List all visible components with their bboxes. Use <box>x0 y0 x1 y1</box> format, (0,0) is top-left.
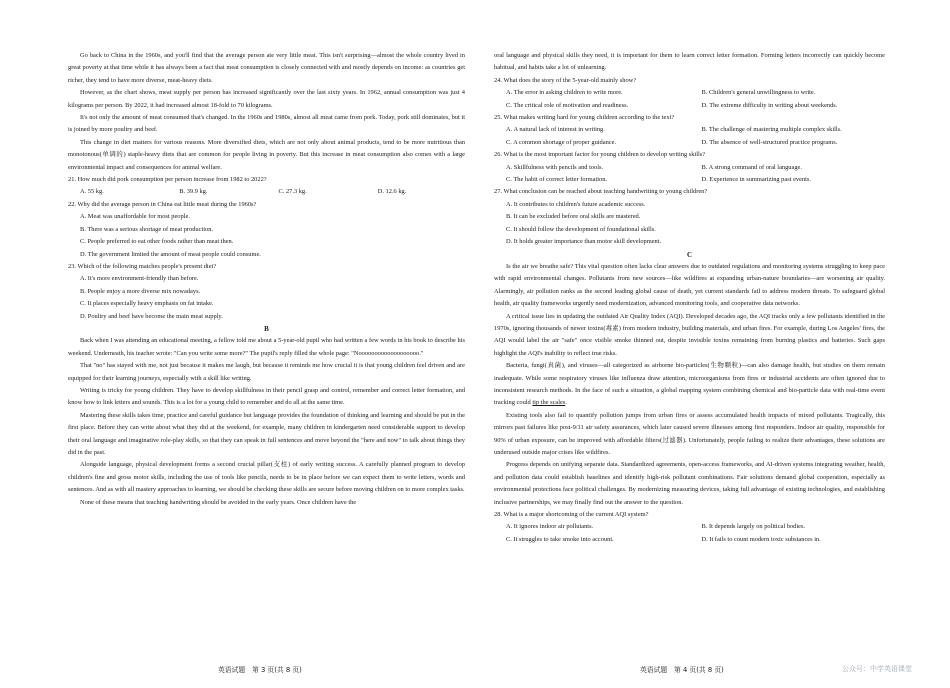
watermark-text: 公众号：中学英语课堂 <box>842 665 912 673</box>
option-d: D. Experience in summarizing past events. <box>701 176 811 184</box>
option-a: A. It contributes to children's future academic success. <box>506 200 646 208</box>
option-c: C. The habit of correct letter formation. <box>506 176 608 184</box>
left-column <box>68 50 465 509</box>
question-stem: 21. How much did pork consumption per person increase from 1982 to 2022? <box>68 176 267 184</box>
question-stem: 22. Why did the average person in China eat little meat during the 1960s? <box>68 200 257 208</box>
option-b: B. The challenge of mastering multiple complex skills. <box>701 126 842 134</box>
underlined-phrase: tip the scales <box>532 399 566 407</box>
section-b-heading: B <box>264 324 269 333</box>
option-d: D. It fails to count modern toxic substances in. <box>701 535 821 543</box>
passage-b-continuation: oral language and physical skills they need, it is important for them to learn correct letter formation. Forming letters incorrectly can quickly become habitual, and habits take a lot of unlearning. <box>494 52 885 72</box>
option-a: A. A natural lack of interest in writing. <box>506 126 605 134</box>
option-a: A. It's more environment-friendly than before. <box>80 275 199 283</box>
para-text: Bacteria, fungi(真菌), and viruses—all categorized as airborne bio-particles(生物颗粒)—can also damage health, but studies on them remain inadequate. While some respiratory viruses like influenza draw attention, microorganisms from fires or industrial accidents are often ignored due to inconsistent research methods. In the face of such a situation, a global mapping system combining chemical and bio-particle data with real-time event tracking could <box>494 362 885 407</box>
option-c: C. It should follow the development of foundational skills. <box>506 225 656 233</box>
para-end: . <box>565 399 567 407</box>
passage-c-para-3 <box>494 360 885 410</box>
option-a: A. Skillfulness with pencils and tools. <box>506 163 604 171</box>
question-stem: 24. What does the story of the 5-year-old mainly show? <box>494 76 637 84</box>
passage-c-para-5: Progress depends on unifying separate data. Standardized agreements, open-access frameworks, and AI-driven systems integrating weather, health, and pollution data could establish baselines and identify high-risk pollutant combinations. Fair solutions demand global cooperation, especially as environmental protections face political challenges. By modernizing measuring devices, taking full advantage of existing technologies, and establishing inclusive partnerships, we may finally find out the answer to the question. <box>494 461 885 506</box>
option-a: A. 55 kg. <box>80 188 104 196</box>
question-28 <box>494 509 885 546</box>
page-footer-left: 英语试题 第 3 页(共 8 页) <box>218 666 302 674</box>
question-stem: 26. What is the most important factor for young children to develop writing skills? <box>494 151 706 159</box>
question-stem: 27. What conclusion can be reached about teaching handwriting to young children? <box>494 188 708 196</box>
option-d: D. The absence of well-structured practice programs. <box>701 138 838 146</box>
passage-b-para-6: None of these means that teaching handwriting should be avoided in the early years. Once children have the <box>80 498 357 506</box>
option-b: B. People enjoy a more diverse mix nowadays. <box>80 287 201 295</box>
passage-b-para-1: Back when I was attending an educational meeting, a fellow told me about a 5-year-old pupil who had written a few words in his book to describe his weekend. Underneath, his teacher wrote: "Can you write some more?" The pupil's reply filled the whole page: "Nooooooooooooooooooo." <box>68 337 465 357</box>
passage-b-para-4: Mastering these skills takes time, practice and careful guidance but language provides the foundation of thinking and learning and should be put in the first place. Before they can write about what they did at the weekend, for example, many children in kindergarten need considerable support to develop their oral language and imaginative role-play skills, so that they can speak in full sentences and move beyond the "here and now" to talk about things they did in the past. <box>68 411 465 456</box>
passage-c-para-2: A critical issue lies in updating the outdated Air Quality Index (AQI). Developed decades ago, the AQI tracks only a few pollutants identified in the 1970s, ignoring thousands of newer toxins(毒素) from modern industry, building materials, and urban fires. For example, during Los Angeles' fires, the AQI would label the air "safe" once visible smoke thinned out, despite invisible toxins remaining from burning plastics and batteries. Such gaps highlight the AQI's inability to reflect true risks. <box>494 312 885 357</box>
question-24 <box>494 75 885 112</box>
passage-a-para-3: It's not only the amount of meat consumed that's changed. In the 1960s and 1980s, almost all meat came from pork. Today, pork still dominates, but it is joined by more poultry and beef. <box>68 114 465 134</box>
passage-a-para-4: This change in diet matters for various reasons. More diversified diets, which are not only about animal products, tend to be more nutritious than monotonous(单调的) staple-heavy diets that are common for people living in poverty. But this increase in meat consumption also comes with a large environmental impact and consequences for animal welfare. <box>68 138 465 171</box>
option-c: C. It struggles to take smoke into account. <box>506 535 614 543</box>
option-c: C. A common shortage of proper guidance. <box>506 138 617 146</box>
option-c: C. 27.3 kg. <box>278 188 307 196</box>
question-25 <box>494 112 885 149</box>
passage-c-para-4: Existing tools also fail to quantify pollution jumps from urban fires or assess accumulated health impacts of mixed pollutants. Tragically, this mirrors past failures like post-9/11 air safety assurances, which later caused severe illnesses among first responders. Indoor air quality, responsible for 90% of urban exposure, can be improved with affordable filters(过滤器). Unfortunately, people failing to realize their advantages, these solutions are underused outside major crises like wildfires. <box>494 411 885 456</box>
passage-a-para-1: Go back to China in the 1960s, and you'll find that the average person ate very little meat. This isn't surprising—almost the whole country lived in great poverty at that time while it has always been a fact that meat consumption is closely connected with and mostly depends on income: as countries get richer, they tend to have more diverse, meat-heavy diets. <box>68 52 465 84</box>
question-23 <box>68 261 465 323</box>
passage-b-para-3: Writing is tricky for young children. They have to develop skillfulness in their pencil grasp and control, remember and correct letter formation, and know how to link letters and sounds. This is a lot for a young child to remember and do all at the same time. <box>68 386 465 407</box>
option-a: A. It ignores indoor air pollutants. <box>506 523 594 531</box>
question-stem: 25. What makes writing hard for young children according to the text? <box>494 114 675 122</box>
question-27 <box>494 186 885 248</box>
question-26 <box>494 149 885 186</box>
right-column <box>494 50 885 546</box>
question-22 <box>68 199 465 261</box>
option-d: D. Poultry and beef have become the main meat supply. <box>80 312 223 320</box>
option-a: A. The error in asking children to write more. <box>506 89 623 97</box>
passage-b-para-2: That "no" has stayed with me, not just because it makes me laugh, but because it reminds me how crucial it is that young children feel driven and are equipped for their learning journeys, especially with a skill like writing. <box>68 362 465 382</box>
option-b: B. 39.9 kg. <box>179 188 208 196</box>
option-d: D. The government limited the amount of meat people could consume. <box>80 250 261 258</box>
section-c-heading: C <box>686 250 693 259</box>
passage-b-para-5: Alongside language, physical development forms a second crucial pillar(支柱) of early writing success. A carefully planned program to develop children's fine and gross motor skills, including the use of tools like pencils, needs to be in place before we can expect them to write letters, words and sentences. And as with all mastery approaches to learning, we should be checking these skills are secure before moving children on to more complex tasks. <box>68 461 465 494</box>
option-b: B. Children's general unwillingness to write. <box>701 89 816 97</box>
question-stem: 23. Which of the following matches people's present diet? <box>68 262 217 270</box>
question-stem: 28. What is a major shortcoming of the current AQI system? <box>494 511 649 519</box>
option-b: B. It can be excluded before oral skills are mastered. <box>506 213 641 221</box>
passage-a-para-2: However, as the chart shows, meat supply per person has increased significantly over the last sixty years. In 1962, annual consumption was just 4 kilograms per person. By 2022, it had increased almost 18-fold to 70 kilograms. <box>68 89 465 109</box>
passage-c-para-1: Is the air we breathe safe? This vital question often lacks clear answers due to outdated regulations and monitoring systems struggling to keep pace with rapid environmental changes. Pollutants from new sources—like wildfires at expanding urban-nature boundaries—are worsening air quality. Alarmingly, air pollution ranks as the second leading global cause of death, yet current standards fail to address modern threats. To safeguard global health, air quality frameworks urgently need modernization, advanced monitoring tools, and cooperative data networks. <box>494 262 885 308</box>
option-d: D. It holds greater importance than motor skill development. <box>506 238 662 246</box>
option-b: B. It depends largely on political bodies. <box>701 523 806 531</box>
option-d: D. The extreme difficulty in writing about weekends. <box>701 101 838 109</box>
option-c: C. The critical role of motivation and readiness. <box>506 101 629 109</box>
option-b: B. There was a serious shortage of meat production. <box>80 225 213 233</box>
option-a: A. Meat was unaffordable for most people. <box>80 213 190 221</box>
option-c: C. It places especially heavy emphasis on fat intake. <box>80 300 214 308</box>
question-21 <box>68 174 465 199</box>
page-footer-right: 英语试题 第 4 页(共 8 页) <box>640 666 724 674</box>
option-d: D. 12.6 kg. <box>377 188 407 196</box>
option-b: B. A strong command of oral language. <box>701 163 802 171</box>
option-c: C. People preferred to eat other foods rather than meat then. <box>80 238 234 246</box>
